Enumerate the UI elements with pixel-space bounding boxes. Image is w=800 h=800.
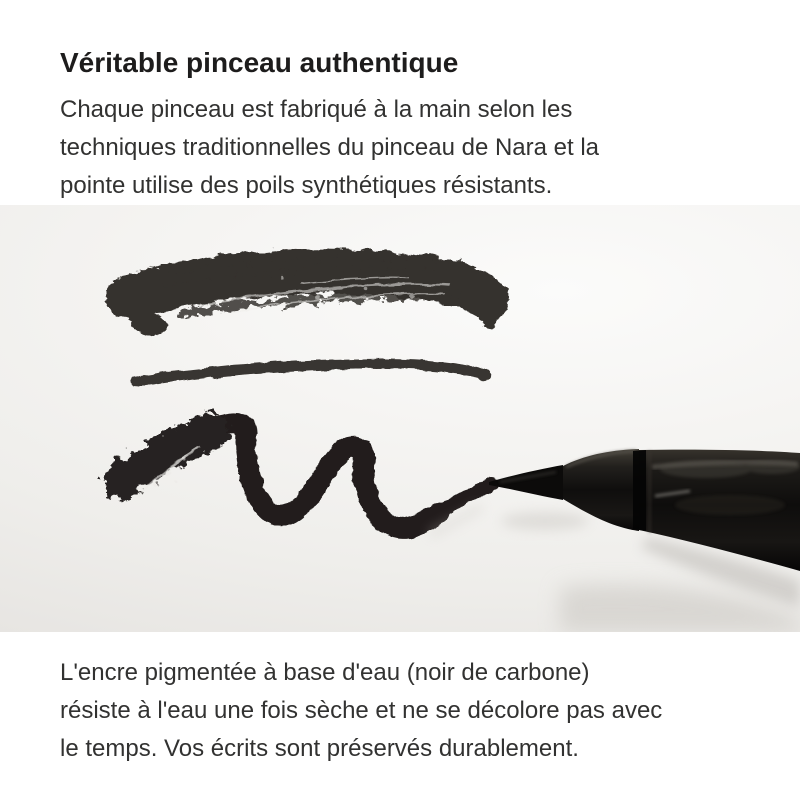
ink-line: L'encre pigmentée à base d'eau (noir de carbone) [60,659,590,686]
intro-line: techniques traditionnelles du pinceau de Nara et la [60,134,600,161]
ink-strokes-illustration [0,205,800,632]
brush-pen [489,449,800,571]
intro-section [0,0,800,205]
brush-pen-photo [0,205,800,632]
page-title: Véritable pinceau authentique [60,47,459,78]
intro-line: pointe utilise des poils synthétiques résistants. [60,172,553,199]
wavy-brush-stroke [116,423,492,528]
ink-section [0,632,800,768]
ink-line: résiste à l'eau une fois sèche et ne se décolore pas avec [60,697,663,724]
intro-line: Chaque pinceau est fabriqué à la main selon les [60,96,573,123]
pen-collar-ring [633,450,646,531]
ink-line: le temps. Vos écrits sont préservés durablement. [60,735,579,762]
thin-brush-stroke [136,364,489,382]
thick-brush-stroke [126,264,488,325]
